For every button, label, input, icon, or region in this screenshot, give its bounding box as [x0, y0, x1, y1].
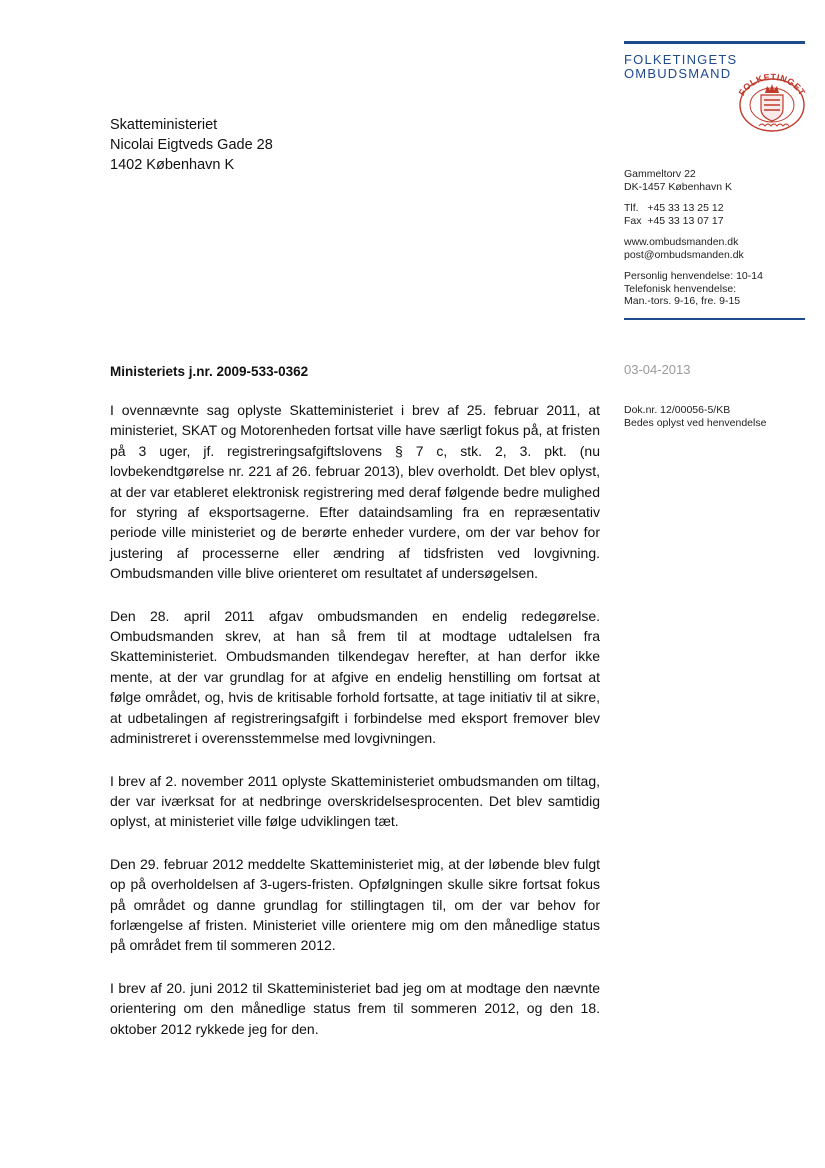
letterhead-top-rule	[624, 41, 805, 44]
document-reference	[624, 404, 766, 430]
recipient-name: Skatteministeriet	[110, 117, 218, 133]
letter-date: 03-04-2013	[624, 362, 691, 377]
recipient-address	[110, 115, 273, 175]
phone-hours: Man.-tors. 9-16, fre. 9-15	[624, 295, 741, 307]
sender-online	[624, 236, 814, 261]
personal-hours: Personlig henvendelse: 10-14	[624, 270, 763, 282]
sender-phone: Tlf. +45 33 13 25 12	[624, 202, 724, 214]
body-paragraph: Den 29. februar 2012 meddelte Skatteministeriet mig, at der løbende blev fulgt op på overholdelsen af 3-ugers-fristen. Opfølgningen skulle sikre fortsat fokus på området og danne grundlag for stillingtagen til, om der var behov for forlængelse af fristen. Ministeriet ville orientere mig om den månedlige status på området frem til sommeren 2012.	[110, 855, 600, 954]
sender-fax: Fax +45 33 13 07 17	[624, 214, 724, 227]
sender-hours	[624, 270, 814, 308]
parliament-seal-icon	[733, 71, 811, 133]
recipient-street: Nicolai Eigtveds Gade 28	[110, 137, 273, 153]
sender-street: Gammeltorv 22	[624, 168, 696, 180]
sender-contact-block	[624, 168, 814, 317]
body-paragraph: I ovennævnte sag oplyste Skatteministeriet i brev af 25. februar 2011, at ministeriet, SKAT og Motorenheden fortsat ville have særligt fokus på, at fristen på 3 uger, jf. registreringsafgiftslovens § 7 c, stk. 2, 3. pkt. (nu lovbekendtgørelse nr. 221 af 26. februar 2013), blev overholdt. Det blev oplyst, at der var etableret elektronisk registrering med deraf følgende bedre mulighed for styring af eksportsagerne. Efter dataindsamling fra en repræsentativ periode ville ministeriet og de berørte enheder vurdere, om der var behov for justering af processerne eller ændring af tidsfristen ved lovgivning. Ombudsmanden ville blive orienteret om resultatet af undersøgelsen.	[110, 402, 600, 582]
seal-text: FOLKETINGET	[736, 71, 808, 98]
phone-hours-label: Telefonisk henvendelse:	[624, 282, 737, 295]
sender-phone-fax	[624, 202, 814, 227]
body-paragraph: Den 28. april 2011 afgav ombudsmanden en endelig redegørelse. Ombudsmanden skrev, at han så frem til at modtage udtalelsen fra Skatteministeriet. Ombudsmanden tilkendegav herefter, at han derfor ikke mente, at der var grundlag for at afgive en endelig henstilling om fortsat at følge området, og, hvis de kritisable forhold fortsatte, at tage initiativ til at sikre, at udbetalingen af registreringsafgift i forbindelse med eksport fremover blev administreret i overensstemmelse med lovgivningen.	[110, 607, 600, 747]
ministry-journal-number: Ministeriets j.nr. 2009-533-0362	[110, 364, 309, 379]
sender-address	[624, 168, 814, 193]
document-reference-note: Bedes oplyst ved henvendelse	[624, 417, 767, 429]
organization-name-line1: FOLKETINGETS	[624, 52, 738, 67]
organization-name-line2: OMBUDSMAND	[624, 66, 732, 81]
sender-website-link[interactable]: www.ombudsmanden.dk	[624, 236, 739, 248]
organization-name	[624, 53, 737, 81]
contact-bottom-rule	[624, 318, 805, 320]
sender-city: DK-1457 København K	[624, 180, 732, 193]
sender-email-link[interactable]: post@ombudsmanden.dk	[624, 248, 744, 261]
recipient-city: 1402 København K	[110, 157, 235, 173]
document-number: Dok.nr. 12/00056-5/KB	[624, 404, 731, 416]
letter-body	[110, 400, 600, 1061]
body-paragraph: I brev af 20. juni 2012 til Skatteministeriet bad jeg om at modtage den nævnte orientering om den månedlige status frem til sommeren 2012, og den 18. oktober 2012 rykkede jeg for den.	[110, 979, 600, 1037]
body-paragraph: I brev af 2. november 2011 oplyste Skatteministeriet ombudsmanden om tiltag, der var iværksat for at nedbringe overskridelsesprocenten. Det blev samtidig oplyst, at ministeriet ville følge udviklingen tæt.	[110, 772, 600, 830]
